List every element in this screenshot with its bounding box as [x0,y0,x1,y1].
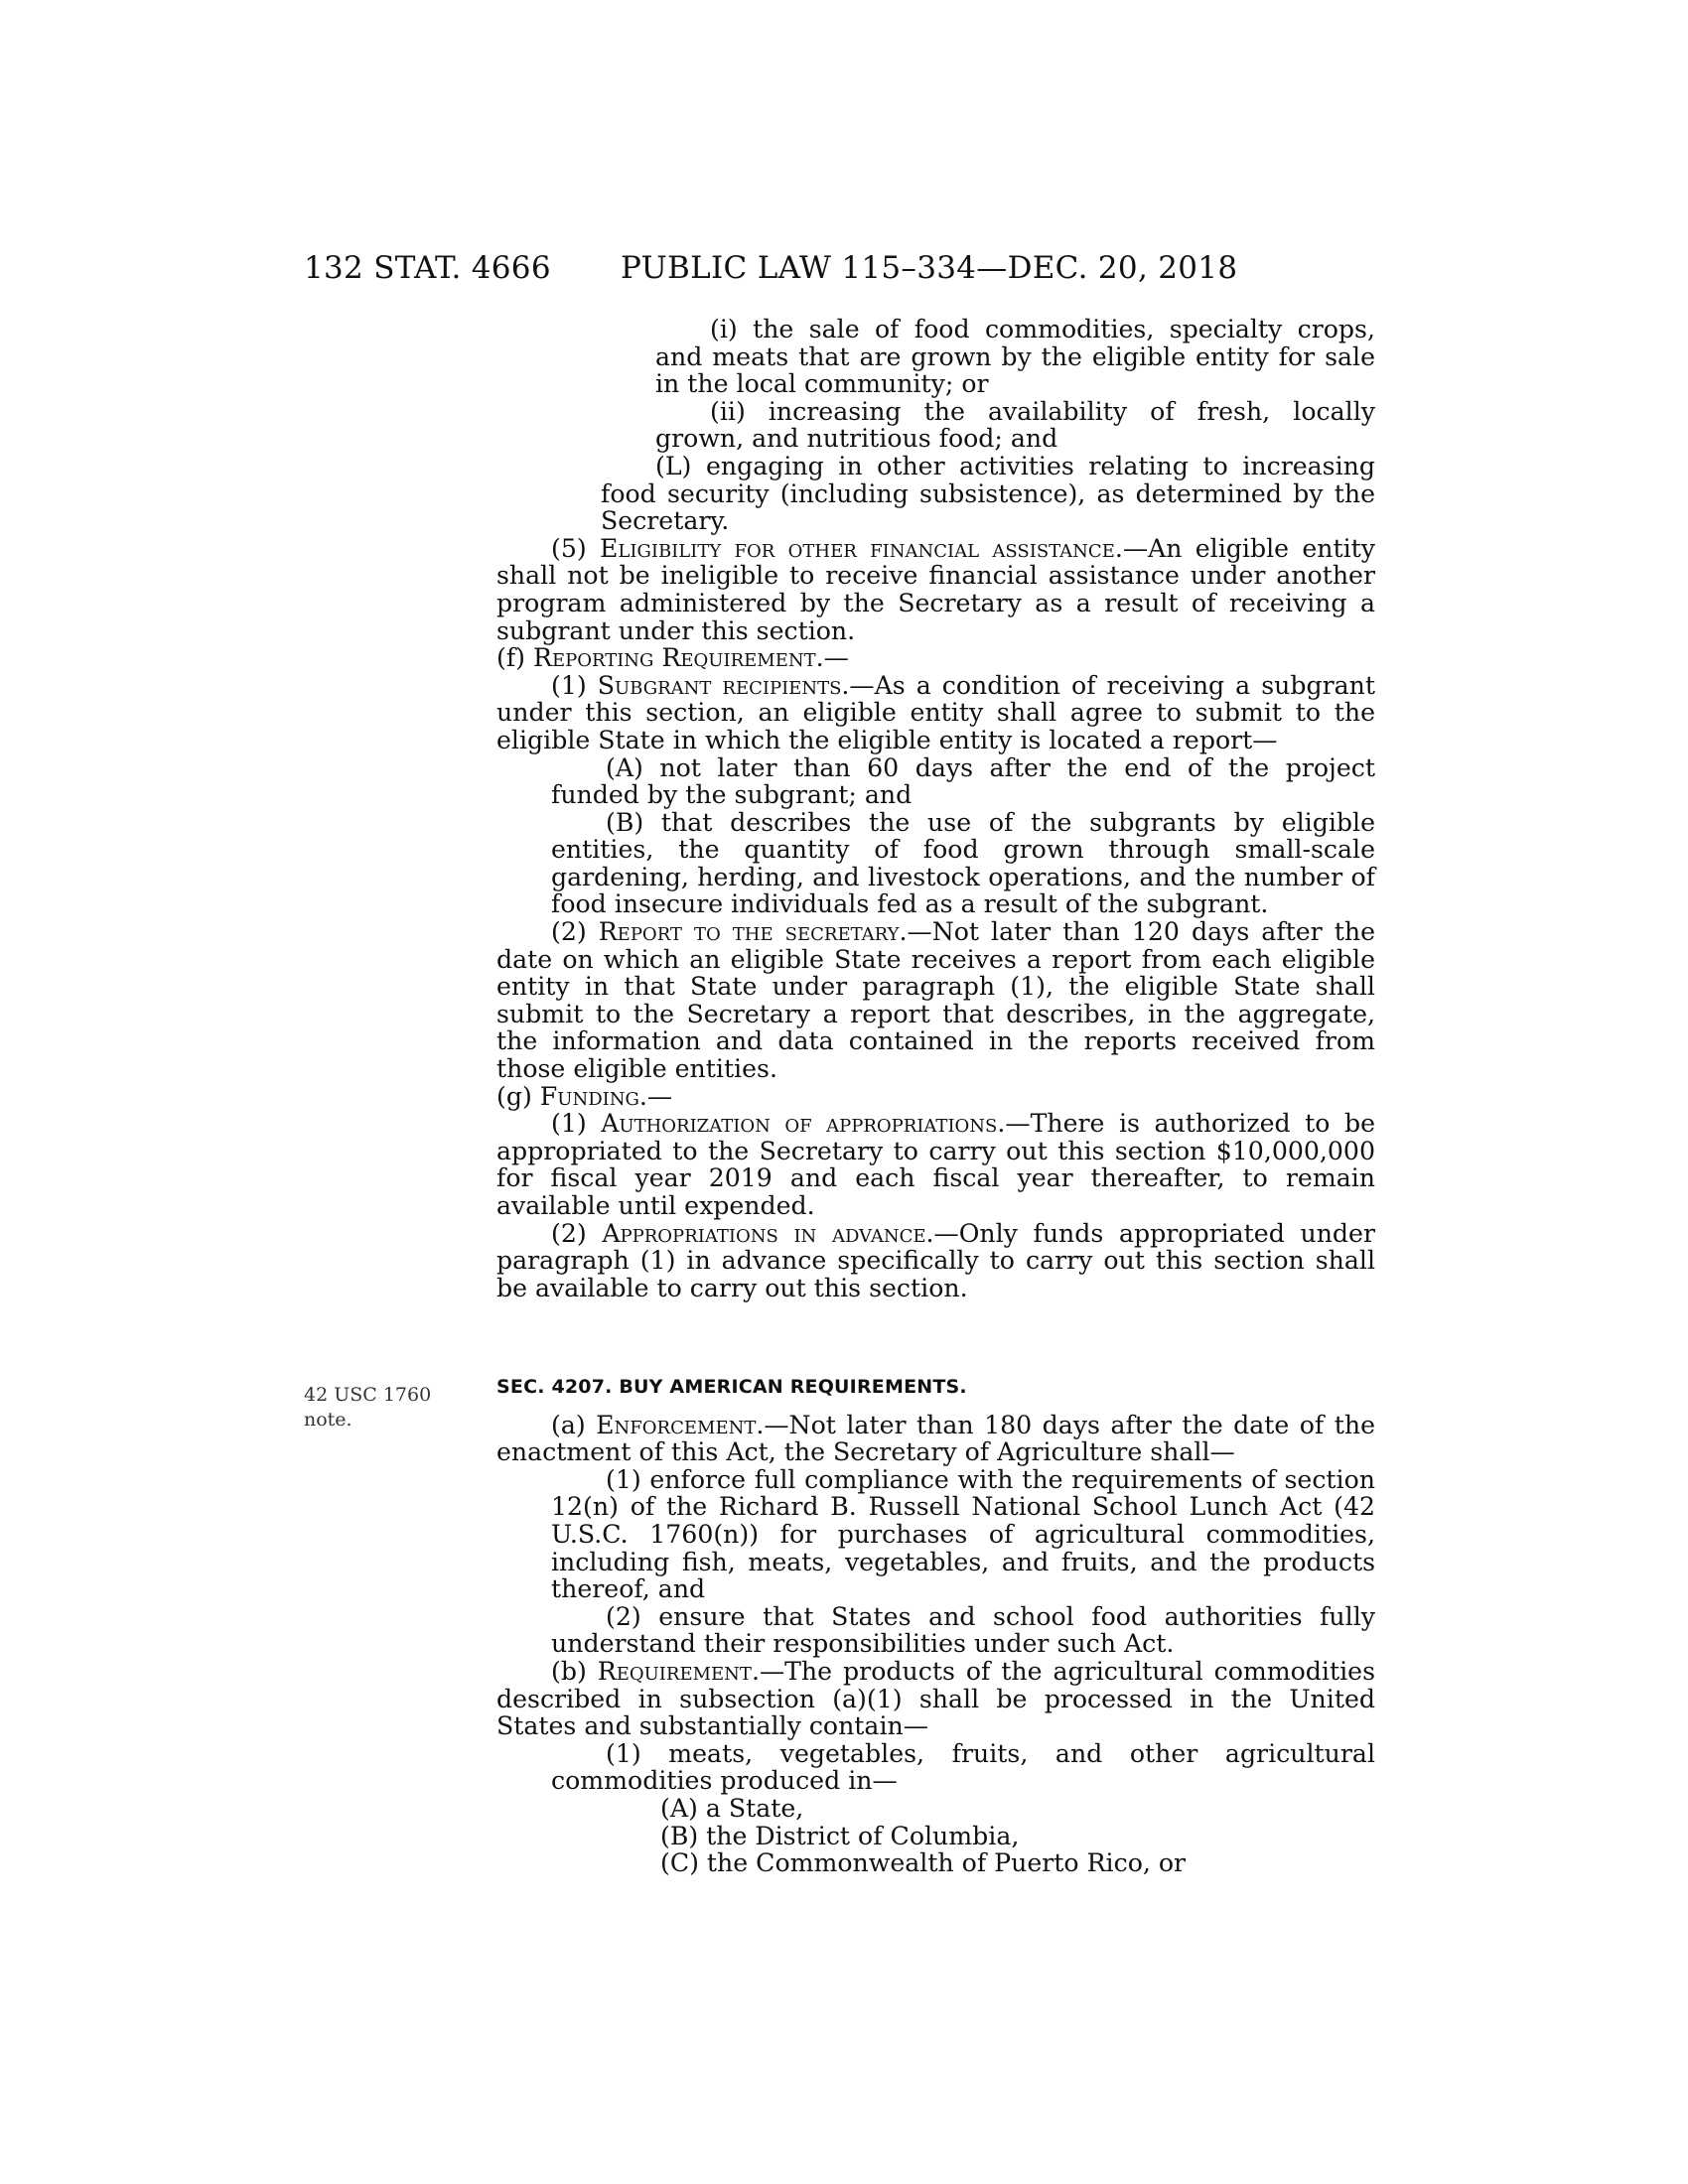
subsection-caption: Funding [539,1081,639,1111]
page-reference: 132 STAT. 4666 [304,250,551,286]
clause-ii: (ii) increasing the availability of fresh, locally grown, and nutritious food; and [655,396,1375,454]
paragraph-1-authorization: (1) Authorization of appropriations.—There is authorized to be appropriated to the Secretary to carry out this section $10,000,000 for fiscal year 2019 and each fiscal year thereafter, to remain available until expended. [496,1109,1375,1220]
subparagraph-b1b: (B) the District of Columbia, [660,1821,1020,1850]
section-heading: SEC. 4207. BUY AMERICAN REQUIREMENTS. [496,1376,967,1398]
subparagraph-a: (A) not later than 60 days after the end of the project funded by the subgrant; and [551,752,1375,810]
paragraph-2-report: (2) Report to the secretary.—Not later than 120 days after the date on which an eligible State receives a report from each eligible entity in that State under paragraph (1), the eligible State shall submit to the Secretary a report that describes, in the aggregate, the information and data contained in the reports received from those eligible entities. [496,917,1375,1084]
subsection-caption: Reporting Requirement [532,643,816,673]
paragraph-2-appropriations: (2) Appropriations in advance.—Only funds appropriated under paragraph (1) in advance specifically to carry out this section shall be available to carry out this section. [496,1218,1375,1302]
paragraph-caption: Eligibility for other financial assistance [600,533,1115,563]
margin-note-label: note. [304,1409,352,1431]
subparagraph-b: (B) that describes the use of the subgrants by eligible entities, the quantity of food grown through small-scale gardening, herding, and livestock operations, and the number of food insecure individuals fed as a result of the subgrant. [551,807,1375,919]
subsection-caption: Requirement [597,1656,752,1686]
section-4207 [496,1374,1375,1877]
page-title: PUBLIC LAW 115–334—DEC. 20, 2018 [621,250,1238,286]
subsection-caption: Enforcement [596,1410,757,1439]
subsection-f: (f) Reporting Requirement.— [496,643,849,673]
paragraph-caption: Appropriations in advance [602,1218,926,1248]
subparagraph-l: (L) engaging in other activities relating to increasing food security (including subsistence), as determined by the Secretary. [601,451,1375,536]
paragraph-5: (5) Eligibility for other financial assistance.—An eligible entity shall not be ineligible to receive financial assistance under another program administered by the Secretary as a result of receiving a subgrant under this section. [496,533,1376,645]
margin-note [304,1383,431,1433]
paragraph-caption: Report to the secretary [598,917,900,947]
paragraph-caption: Subgrant recipients [597,670,842,700]
paragraph-a2: (2) ensure that States and school food authorities fully understand their responsibilities under such Act. [551,1601,1375,1659]
paragraph-a1: (1) enforce full compliance with the requirements of section 12(n) of the Richard B. Russell National School Lunch Act (42 U.S.C. 1760(n)) for purchases of agricultural commodities, including fish, meats, vegetables, and fruits, and the products thereof, and [551,1464,1375,1604]
document-body [496,316,1375,1301]
paragraph-caption: Authorization of appropriations [601,1109,998,1139]
paragraph-1-subgrant: (1) Subgrant recipients.—As a condition of receiving a subgrant under this section, an eligible entity shall agree to submit to the eligible State in which the eligible entity is located a report— [496,670,1376,754]
subparagraph-b1a: (A) a State, [660,1793,804,1823]
clause-i: (i) the sale of food commodities, specialty crops, and meats that are grown by the eligible entity for sale in the local community; or [655,315,1375,399]
margin-note-citation: 42 USC 1760 [304,1384,432,1406]
subsection-b: (b) Requirement.—The products of the agricultural commodities described in subsection (a)(1) shall be processed in the United States and substantially contain— [496,1656,1375,1741]
paragraph-b1: (1) meats, vegetables, fruits, and other agricultural commodities produced in— [551,1738,1375,1796]
subsection-a: (a) Enforcement.—Not later than 180 days after the date of the enactment of this Act, the Secretary of Agriculture shall— [496,1410,1375,1467]
subsection-g: (g) Funding.— [496,1081,673,1111]
subparagraph-b1c: (C) the Commonwealth of Puerto Rico, or [660,1848,1187,1878]
